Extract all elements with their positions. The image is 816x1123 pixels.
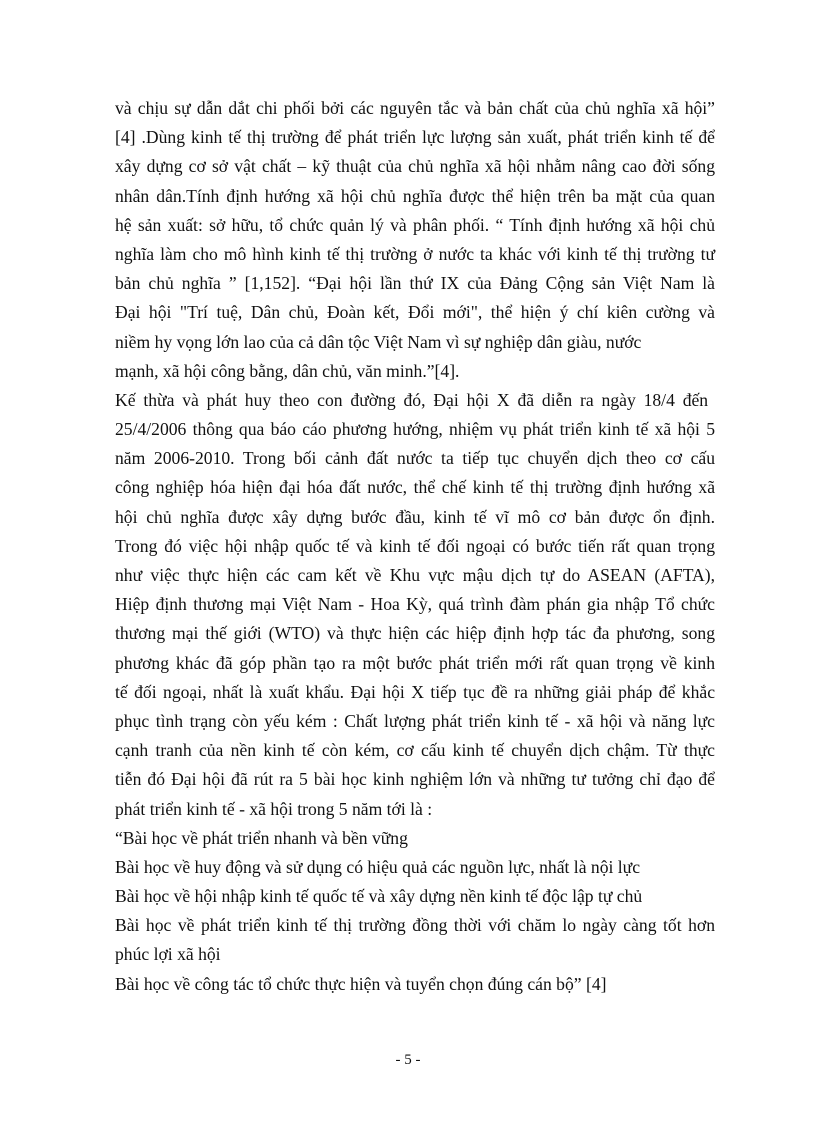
body-text [115, 94, 715, 999]
text-line: công nghiệp hóa hiện đại hóa đất nước, thể chế kinh tế thị trường định hướng xã [115, 477, 715, 498]
text-line: phương khác đã góp phần tạo ra một bước phát triển mới rất quan trọng về kinh [115, 652, 715, 673]
text-line: tế đối ngoại, nhất là xuất khẩu. Đại hội X tiếp tục đề ra những giải pháp để khắc [115, 681, 715, 702]
text-line: hội chủ nghĩa được xây dựng bước đầu, kinh tế vĩ mô cơ bản được ổn định. [115, 506, 715, 527]
text-line: Bài học về công tác tổ chức thực hiện và tuyển chọn đúng cán bộ” [4] [115, 973, 607, 994]
text-line: Trong đó việc hội nhập quốc tế và kinh tế đối ngoại có bước tiến rất quan trọng [115, 535, 715, 556]
text-line: 25/4/2006 thông qua báo cáo phương hướng, nhiệm vụ phát triển kinh tế xã hội 5 [115, 419, 715, 440]
text-line: phát triển kinh tế - xã hội trong 5 năm tới là : [115, 798, 433, 819]
text-line: mạnh, xã hội công bằng, dân chủ, văn minh.”[4]. [115, 360, 460, 381]
text-line: phúc lợi xã hội [115, 944, 221, 965]
text-line: và chịu sự dẫn dắt chi phối bởi các nguyên tắc và bản chất của chủ nghĩa xã hội” [115, 98, 715, 118]
text-line: Kế thừa và phát huy theo con đường đó, Đại hội X đã diễn ra ngày 18/4 đến [115, 389, 709, 410]
text-line: năm 2006-2010. Trong bối cảnh đất nước ta tiếp tục chuyển dịch theo cơ cấu [115, 448, 715, 469]
text-line: như việc thực hiện các cam kết về Khu vực mậu dịch tự do ASEAN (AFTA), [115, 565, 715, 585]
text-line: “Bài học về phát triển nhanh và bền vững [115, 827, 408, 848]
text-line: niềm hy vọng lớn lao của cả dân tộc Việt Nam vì sự nghiệp dân giàu, nước [115, 331, 642, 352]
text-line: Bài học về huy động và sử dụng có hiệu quả các nguồn lực, nhất là nội lực [115, 856, 641, 877]
text-line: [4] .Dùng kinh tế thị trường để phát triển lực lượng sản xuất, phát triển kinh tế để [115, 127, 715, 148]
text-line: Hiệp định thương mại Việt Nam - Hoa Kỳ, quá trình đàm phán gia nhập Tổ chức [115, 594, 715, 615]
text-line: nghĩa làm cho mô hình kinh tế thị trường ở nước ta khác với kinh tế thị trường tư [115, 243, 715, 264]
text-line: hệ sản xuất: sở hữu, tổ chức quản lý và phân phối. “ Tính định hướng xã hội chủ [115, 214, 715, 235]
text-line: tiễn đó Đại hội đã rút ra 5 bài học kinh nghiệm lớn và những tư tưởng chỉ đạo để [115, 769, 715, 790]
text-line: Bài học về phát triển kinh tế thị trường đồng thời với chăm lo ngày càng tốt hơn [115, 915, 715, 936]
text-line: Bài học về hội nhập kinh tế quốc tế và xây dựng nền kinh tế độc lập tự chủ [115, 886, 643, 907]
text-line: phục tình trạng còn yếu kém : Chất lượng phát triển kinh tế - xã hội và năng lực [115, 710, 715, 731]
text-line: bản chủ nghĩa ” [1,152]. “Đại hội lần thứ IX của Đảng Cộng sản Việt Nam là [115, 273, 715, 294]
text-line: xây dựng cơ sở vật chất – kỹ thuật của chủ nghĩa xã hội nhằm nâng cao đời sống [115, 156, 715, 177]
text-line: Đại hội "Trí tuệ, Dân chủ, Đoàn kết, Đổi mới", thể hiện ý chí kiên cường và [115, 302, 715, 323]
text-line: cạnh tranh của nền kinh tế còn kém, cơ cấu kinh tế chuyển dịch chậm. Từ thực [115, 740, 715, 761]
page-number: - 5 - [395, 1052, 421, 1068]
text-line: thương mại thế giới (WTO) và thực hiện các hiệp định hợp tác đa phương, song [115, 623, 715, 644]
text-line: nhân dân.Tính định hướng xã hội chủ nghĩa được thể hiện trên ba mặt của quan [115, 185, 715, 206]
